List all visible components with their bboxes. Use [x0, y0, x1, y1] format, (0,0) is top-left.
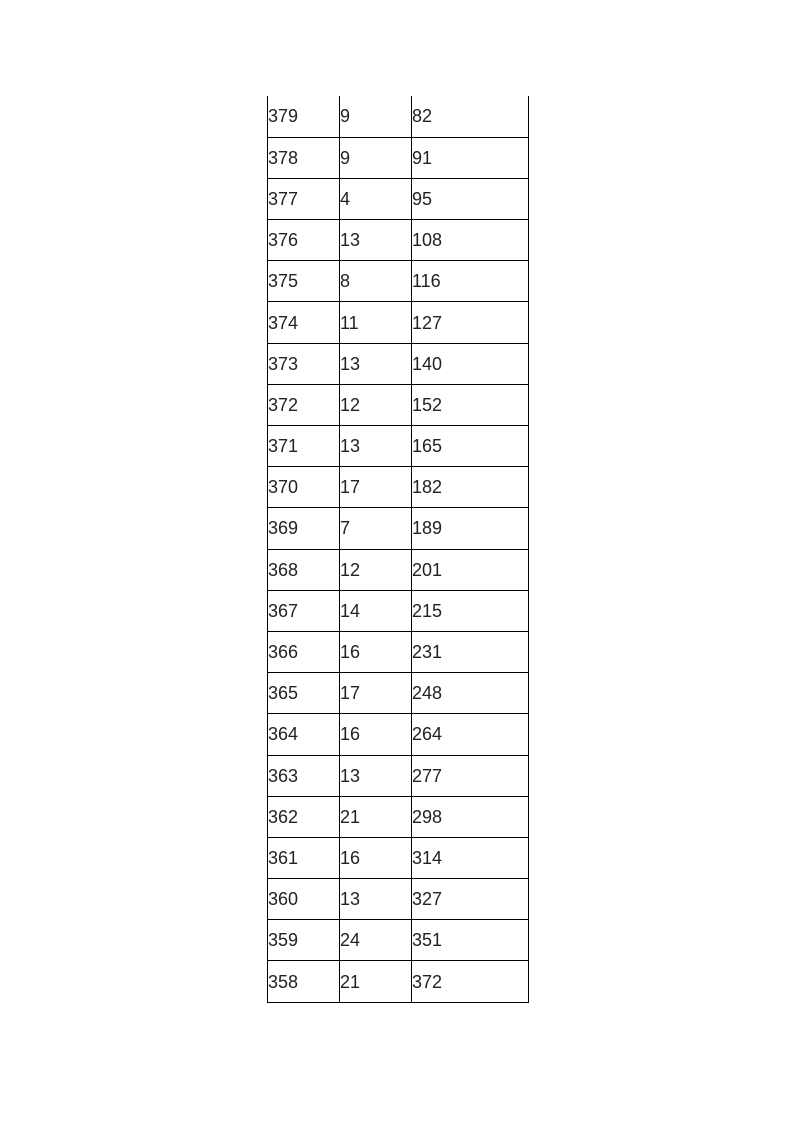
score-cell: 379	[268, 96, 340, 137]
table-body	[268, 96, 529, 1002]
score-cell: 367	[268, 590, 340, 631]
table-row	[268, 755, 529, 796]
score-cell: 362	[268, 796, 340, 837]
count-cell: 21	[340, 796, 412, 837]
cumulative-cell: 248	[412, 673, 529, 714]
cumulative-cell: 91	[412, 137, 529, 178]
count-cell: 21	[340, 961, 412, 1002]
table-row	[268, 673, 529, 714]
cumulative-cell: 152	[412, 384, 529, 425]
table-row	[268, 879, 529, 920]
cumulative-cell: 108	[412, 220, 529, 261]
count-cell: 8	[340, 261, 412, 302]
count-cell: 17	[340, 673, 412, 714]
score-cell: 376	[268, 220, 340, 261]
cumulative-cell: 140	[412, 343, 529, 384]
table-row	[268, 220, 529, 261]
score-cell: 368	[268, 549, 340, 590]
count-cell: 4	[340, 178, 412, 219]
table-row	[268, 961, 529, 1002]
table-row	[268, 96, 529, 137]
count-cell: 9	[340, 96, 412, 137]
score-cell: 375	[268, 261, 340, 302]
table-row	[268, 837, 529, 878]
count-cell: 12	[340, 384, 412, 425]
count-cell: 16	[340, 837, 412, 878]
count-cell: 16	[340, 714, 412, 755]
count-cell: 13	[340, 220, 412, 261]
score-cell: 365	[268, 673, 340, 714]
score-cell: 360	[268, 879, 340, 920]
cumulative-cell: 298	[412, 796, 529, 837]
score-cell: 366	[268, 631, 340, 672]
table-row	[268, 467, 529, 508]
score-cell: 371	[268, 426, 340, 467]
count-cell: 16	[340, 631, 412, 672]
score-cell: 373	[268, 343, 340, 384]
count-cell: 9	[340, 137, 412, 178]
table-row	[268, 714, 529, 755]
table-row	[268, 590, 529, 631]
count-cell: 14	[340, 590, 412, 631]
score-cell: 377	[268, 178, 340, 219]
cumulative-cell: 127	[412, 302, 529, 343]
count-cell: 13	[340, 879, 412, 920]
cumulative-cell: 95	[412, 178, 529, 219]
cumulative-cell: 372	[412, 961, 529, 1002]
count-cell: 12	[340, 549, 412, 590]
cumulative-cell: 231	[412, 631, 529, 672]
table-row	[268, 549, 529, 590]
score-cell: 378	[268, 137, 340, 178]
score-cell: 359	[268, 920, 340, 961]
cumulative-cell: 201	[412, 549, 529, 590]
table-row	[268, 384, 529, 425]
cumulative-cell: 189	[412, 508, 529, 549]
table-row	[268, 343, 529, 384]
table-row	[268, 631, 529, 672]
cumulative-cell: 116	[412, 261, 529, 302]
count-cell: 7	[340, 508, 412, 549]
table-row	[268, 178, 529, 219]
cumulative-cell: 215	[412, 590, 529, 631]
count-cell: 24	[340, 920, 412, 961]
count-cell: 13	[340, 343, 412, 384]
count-cell: 11	[340, 302, 412, 343]
score-cell: 363	[268, 755, 340, 796]
score-cell: 372	[268, 384, 340, 425]
table-row	[268, 796, 529, 837]
count-cell: 17	[340, 467, 412, 508]
score-cell: 364	[268, 714, 340, 755]
cumulative-cell: 314	[412, 837, 529, 878]
table-row	[268, 920, 529, 961]
cumulative-cell: 327	[412, 879, 529, 920]
score-cell: 370	[268, 467, 340, 508]
count-cell: 13	[340, 426, 412, 467]
score-cell: 361	[268, 837, 340, 878]
cumulative-cell: 264	[412, 714, 529, 755]
table-row	[268, 261, 529, 302]
cumulative-cell: 351	[412, 920, 529, 961]
table-row	[268, 426, 529, 467]
score-table	[267, 96, 529, 1003]
count-cell: 13	[340, 755, 412, 796]
table-row	[268, 137, 529, 178]
cumulative-cell: 82	[412, 96, 529, 137]
score-cell: 369	[268, 508, 340, 549]
cumulative-cell: 182	[412, 467, 529, 508]
score-cell: 374	[268, 302, 340, 343]
table-row	[268, 508, 529, 549]
table-row	[268, 302, 529, 343]
cumulative-cell: 165	[412, 426, 529, 467]
score-cell: 358	[268, 961, 340, 1002]
cumulative-cell: 277	[412, 755, 529, 796]
